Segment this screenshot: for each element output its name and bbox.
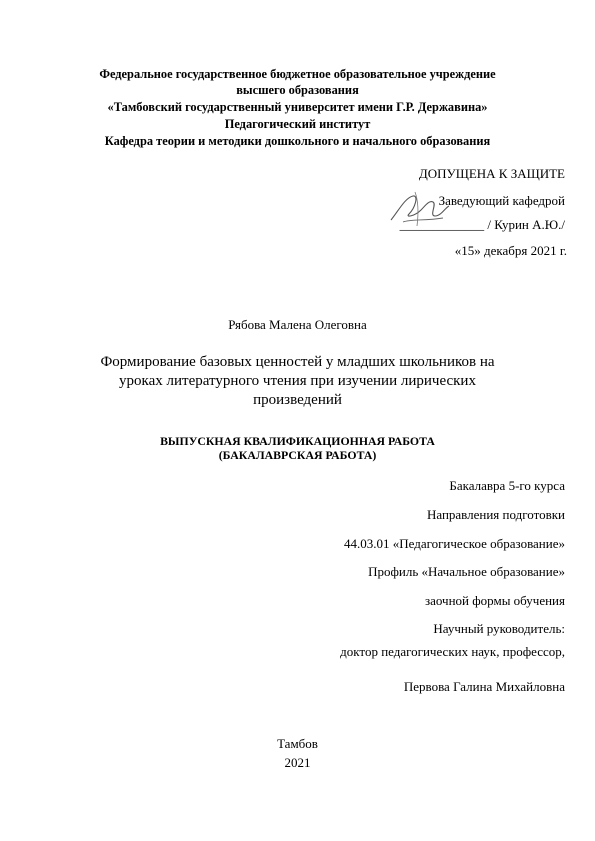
footer-city: Тамбов xyxy=(277,736,318,751)
approval-signature-line: _____________ / Курин А.Ю./ xyxy=(399,217,565,232)
study-profile: Профиль «Начальное образование» xyxy=(368,564,565,579)
header-institute: Педагогический институт xyxy=(224,117,371,131)
header-education-level: высшего образования xyxy=(236,83,359,97)
approval-date: «15» декабря 2021 г. xyxy=(454,243,567,258)
work-type-subtitle: (БАКАЛАВРСКАЯ РАБОТА) xyxy=(218,448,377,462)
header-university: «Тамбовский государственный университет имени Г.Р. Державина» xyxy=(107,100,488,114)
footer-year: 2021 xyxy=(284,755,311,770)
direction-label: Направления подготовки xyxy=(426,507,565,522)
direction-code: 44.03.01 «Педагогическое образование» xyxy=(343,536,565,551)
approval-position: Заведующий кафедрой xyxy=(438,193,565,208)
supervisor-name: Первова Галина Михайловна xyxy=(403,679,565,694)
student-course: Бакалавра 5-го курса xyxy=(449,478,565,493)
thesis-title-line1: Формирование базовых ценностей у младших школьников на xyxy=(100,354,495,370)
supervisor-degree: доктор педагогических наук, профессор, xyxy=(340,644,565,659)
author-name: Рябова Малена Олеговна xyxy=(228,317,367,332)
handwritten-signature-icon xyxy=(385,186,455,232)
study-form: заочной формы обучения xyxy=(424,593,565,608)
work-type: ВЫПУСКНАЯ КВАЛИФИКАЦИОННАЯ РАБОТА xyxy=(160,434,435,448)
thesis-title-line2: уроках литературного чтения при изучении лирических xyxy=(119,373,476,389)
approval-admitted: ДОПУЩЕНА К ЗАЩИТЕ xyxy=(418,166,565,181)
supervisor-label: Научный руководитель: xyxy=(433,621,565,636)
header-ministry: Федеральное государственное бюджетное образовательное учреждение xyxy=(99,67,496,81)
thesis-title-line3: произведений xyxy=(253,392,342,408)
header-department: Кафедра теории и методики дошкольного и начального образования xyxy=(104,134,491,148)
